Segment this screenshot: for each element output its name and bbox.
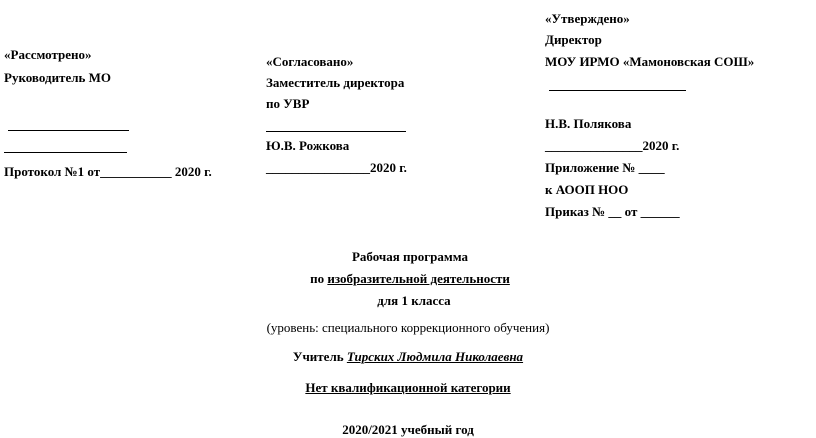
considered-label: «Рассмотрено» xyxy=(4,47,92,62)
name-line xyxy=(4,152,127,153)
deputy-director-label: Заместитель директора xyxy=(266,75,405,90)
signature-line xyxy=(8,130,129,131)
order-label: Приказ № __ от ______ xyxy=(545,204,680,219)
protocol-label: Протокол №1 от___________ 2020 г. xyxy=(4,164,212,179)
teacher-name: Тирских Людмила Николаевна xyxy=(346,349,524,364)
school-year: 2020/2021 учебный год xyxy=(342,422,474,437)
teacher-prefix: Учитель xyxy=(292,349,347,364)
deputy-name: Ю.В. Рожкова xyxy=(266,138,350,153)
director-name: Н.В. Полякова xyxy=(545,116,632,131)
deputy-date: ________________2020 г. xyxy=(266,160,407,175)
document-title: Рабочая программа xyxy=(351,249,469,264)
director-date: _______________2020 г. xyxy=(545,138,680,153)
mo-head-label: Руководитель МО xyxy=(4,70,112,85)
education-level: (уровень: специального коррекционного обучения) xyxy=(266,320,550,335)
signature-line xyxy=(266,131,406,132)
uvr-label: по УВР xyxy=(266,96,310,111)
director-label: Директор xyxy=(545,32,602,47)
signature-line xyxy=(549,90,686,91)
subject-name: изобразительной деятельности xyxy=(327,271,510,286)
teacher-line xyxy=(0,349,816,365)
school-name: МОУ ИРМО «Мамоновская СОШ» xyxy=(545,54,755,69)
subject-prefix: по xyxy=(310,271,328,286)
qualification-label: Нет квалификационной категории xyxy=(305,380,511,395)
appendix-label: Приложение № ____ xyxy=(545,160,665,175)
grade-line: для 1 класса xyxy=(377,293,451,308)
approved-label: «Утверждено» xyxy=(545,11,630,26)
program-label: к АООП НОО xyxy=(545,182,629,197)
agreed-label: «Согласовано» xyxy=(266,54,354,69)
subject-line xyxy=(0,271,816,287)
